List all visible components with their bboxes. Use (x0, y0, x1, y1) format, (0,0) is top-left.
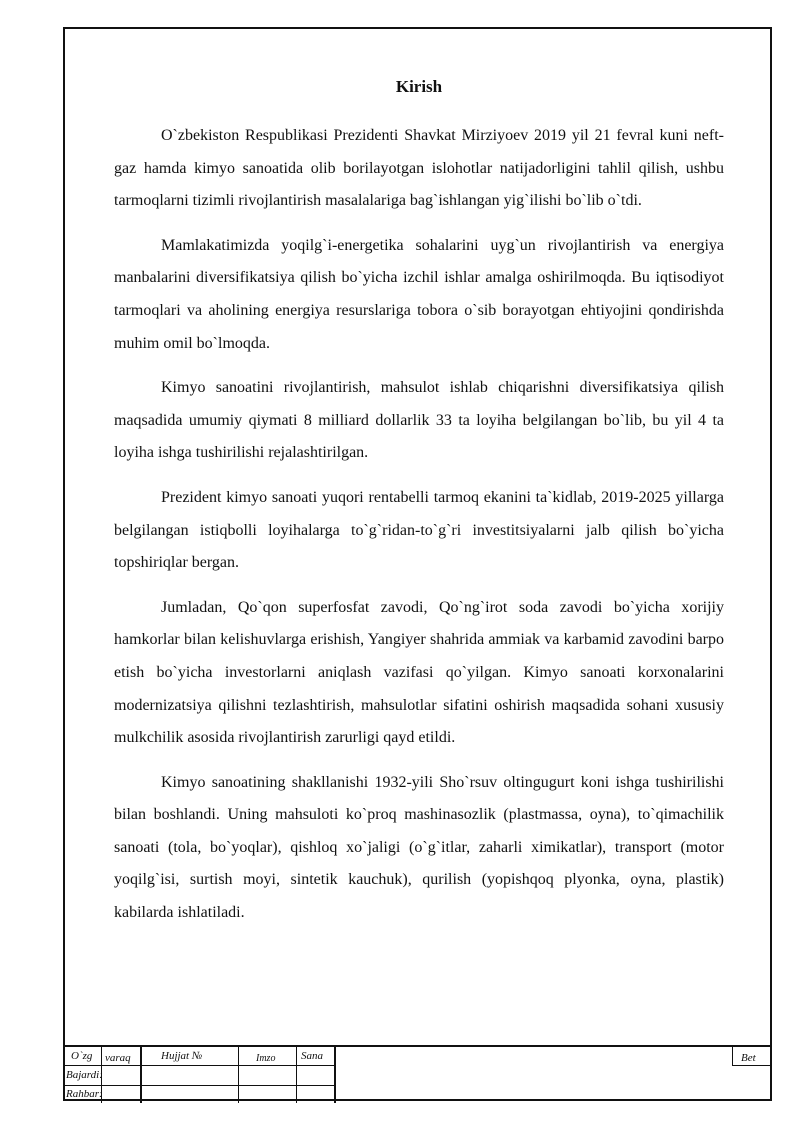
paragraph-5: Jumladan, Qo`qon superfosfat zavodi, Qo`ng`irot soda zavodi bo`yicha xorijiy hamkorlar bilan kelishuvlarga erishish, Yangiyer shahrida ammiak va karbamid zavodini barpo etish bo`yicha investorlarni aniqlash vazifasi qo`yilgan. Kimyo sanoati korxonalarini modernizatsiya qilishni tezlashtirish, mahsulotlar sifatini oshirish maqsadida sohani xususiy mulkchilik asosida rivojlantirish zarurligi qayd etildi. (114, 598, 724, 747)
stamp-row-line (63, 1065, 334, 1066)
stamp-divider (732, 1047, 733, 1065)
title-block-stamp (63, 1045, 772, 1101)
stamp-label-hujjat: Hujjat № (161, 1050, 203, 1062)
stamp-label-sana: Sana (301, 1050, 323, 1062)
document-body (114, 72, 724, 942)
stamp-label-rahbar: Rahbar: (66, 1088, 103, 1100)
paragraph-6: Kimyo sanoatining shakllanishi 1932-yili Sho`rsuv oltingugurt koni ishga tushirilishi bilan boshlandi. Uning mahsuloti ko`proq mashinasozlik (plastmassa, oyna), to`qimachilik sanoati (tola, bo`yoqlar), qishloq xo`jaligi (o`g`itlar, zaharli ximikatlar), transport (motor yoqilg`isi, surtish moyi, sintetik kauchuk), qurilish (yopishqoq plyonka, oyna, plastik) kabilarda ishlatiladi. (114, 773, 724, 922)
stamp-divider (238, 1047, 239, 1103)
stamp-label-imzo: Imzo (256, 1053, 276, 1064)
paragraph-2: Mamlakatimizda yoqilg`i-energetika sohalarini uyg`un rivojlantirish va energiya manbalarini diversifikatsiya qilish bo`yicha izchil ishlar amalga oshirilmoqda. Bu iqtisodiyot tarmoqlari va aholining energiya resurslariga tobora o`sib borayotgan ehtiyojini qondirishda muhim omil bo`lmoqda. (114, 236, 724, 352)
stamp-label-ozg: O`zg (71, 1050, 93, 1062)
stamp-divider (140, 1047, 142, 1103)
stamp-divider (334, 1047, 336, 1103)
stamp-row-line (63, 1085, 334, 1086)
stamp-label-varaq: varaq (105, 1052, 131, 1064)
paragraph-1: O`zbekiston Respublikasi Prezidenti Shavkat Mirziyoev 2019 yil 21 fevral kuni neft-gaz hamda kimyo sanoatida olib borilayotgan islohotlar natijadorligini tahlil qilish, ushbu tarmoqlarni tizimli rivojlantirish masalalariga bag`ishlangan yig`ilishi bo`lib o`tdi. (114, 127, 724, 210)
stamp-label-bajardi: Bajardi: (66, 1069, 103, 1081)
paragraph-3: Kimyo sanoatini rivojlantirish, mahsulot ishlab chiqarishni diversifikatsiya qilish maqsadida umumiy qiymati 8 milliard dollarlik 33 ta loyiha belgilangan bo`lib, bu yil 4 ta loyiha ishga tushirilishi rejalashtirilgan. (114, 379, 724, 462)
stamp-divider (296, 1047, 297, 1103)
document-title: Kirish (395, 77, 443, 96)
stamp-row-line (732, 1065, 772, 1066)
paragraph-4: Prezident kimyo sanoati yuqori rentabelli tarmoq ekanini ta`kidlab, 2019-2025 yillarga belgilangan istiqbolli loyihalarga to`g`ridan-to`g`ri investitsiyalarni jalb qilish bo`yicha topshiriqlar bergan. (114, 488, 724, 572)
stamp-label-bet: Bet (741, 1052, 756, 1064)
